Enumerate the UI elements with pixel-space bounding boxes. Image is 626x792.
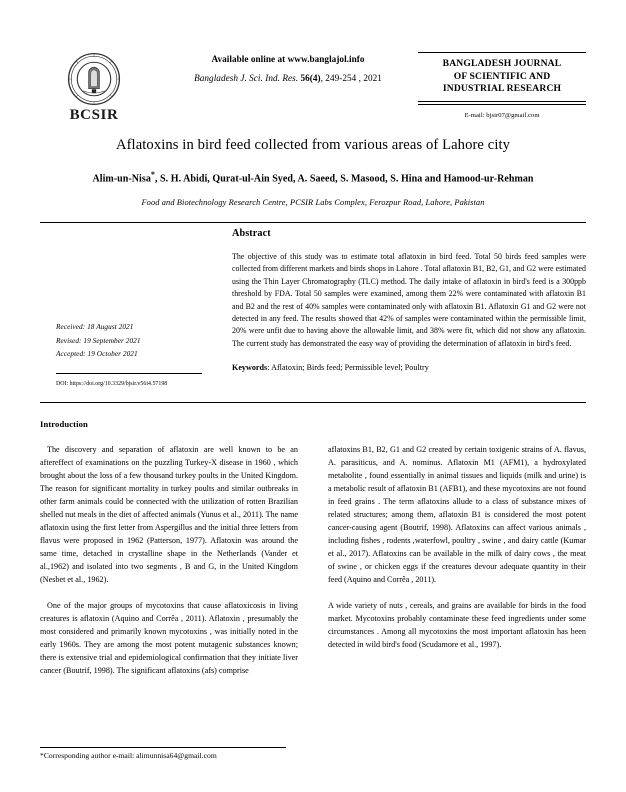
citation-pages: , 249-254 , 2021 xyxy=(320,73,382,83)
article-history xyxy=(56,320,218,387)
publisher-logo xyxy=(48,52,140,124)
abstract-text: The objective of this study was to estimate total aflatoxin in bird feed. Total 50 birds feed samples were collected from different markets and birds shops in Lahore . Total aflatoxin B1, B2, G1, and G2 were estimated using the Thin Layer Chromatography (TLC) method. The daily intake of aflatoxin in bird's feed is a 300ppb threshold by FDA. Total 50 samples were examined, among them 22% were contaminated with aflatoxin B1 and B2 and the rest of 40% samples were contaminated only with aflatoxin B1. Aflatoxin G1 and G2 were not detected in any feed. The results showed that 42% of samples were contaminated within the permissible limit, 20% were unfit due to having above the allowable limit, and 38% were fit, which did not show any aflatoxin. The current study has demonstrated the easy way of providing the determination of aflatoxin in bird's feed. xyxy=(232,252,586,348)
section-heading-introduction: Introduction xyxy=(40,419,88,429)
abstract-section xyxy=(40,228,586,400)
body-column-right xyxy=(328,443,586,663)
citation-line xyxy=(168,73,408,83)
bcsir-seal-icon xyxy=(67,52,121,106)
corresponding-author-note: *Corresponding author e-mail: alimunnisa64@gmail.com xyxy=(40,751,217,760)
doi-link[interactable]: DOI: https://doi.org/10.3329/bjsir.v56i4.57198 xyxy=(56,380,168,387)
author-list xyxy=(40,170,586,184)
revised-date: Revised: 19 September 2021 xyxy=(56,335,141,345)
paragraph: aflatoxins B1, B2, G1 and G2 created by certain toxigenic strains of A. flavus, A. parasiticus, and A. nominus. Aflatoxin M1 (AFM1), a hydroxylated metabolite , found essentially in animal tissues and liquids (milk and urine) is a metabolic result of aflatoxin B1 (AFB1), and these mycotoxins are not found in feed grains . The term aflatoxins allude to a class of substance mixes of related structures; among them, aflatoxin B1 is considered the most potent cancer-causing agent (Boutrif, 1998). Aflatoxins can affect various animals , including fishes , rodents ,waterfowl, poultry , swine , and dairy cattle (Kumar et al., 2017). Aflatoxins can be available in the milk of dairy cows , the meat of swine , or chicken eggs if the creatures devour adequate quantity in their feed (Aquino and Corrêa , 2011). xyxy=(328,445,586,585)
received-date: Received: 18 August 2021 xyxy=(56,322,134,331)
available-online-text: Available online at www.banglajol.info xyxy=(211,54,365,64)
journal-title-line-2: OF SCIENTIFIC AND xyxy=(453,70,551,82)
paragraph: One of the major groups of mycotoxins that cause aflatoxicosis in living creatures is aflatoxin (Aquino and Corrêa , 2011). Aflatoxin , presumably the most considered and primarily known mycotoxins , was initially noted in the early 1960s. They are among the most potent mutagenic substances known; there is extensive trial and epidemiological confirmation that they initiate liver cancer (Boutrif, 1998). The significant aflatoxins (afs) comprise xyxy=(40,600,298,675)
other-authors: , S. H. Abidi, Qurat-ul-Ain Syed, A. Saeed, S. Masood, S. Hina and Hamood-ur-Rehman xyxy=(154,173,534,185)
masthead xyxy=(40,52,586,134)
keywords-label: Keywords xyxy=(232,363,268,373)
nameplate-rule-bottom xyxy=(418,101,586,105)
corresponding-author-marker: * xyxy=(150,170,155,179)
journal-title-line-1: BANGLADESH JOURNAL xyxy=(442,58,562,69)
body-column-left xyxy=(40,443,298,689)
journal-nameplate xyxy=(418,52,586,119)
title-block xyxy=(40,136,586,207)
keywords xyxy=(232,363,586,372)
citation-journal: Bangladesh J. Sci. Ind. Res. xyxy=(194,73,299,83)
nameplate-rule-top xyxy=(418,52,586,53)
citation-volume: 56(4) xyxy=(300,73,321,83)
journal-email: E-mail: bjsir07@gmail.com xyxy=(464,111,540,119)
abstract-heading: Abstract xyxy=(232,228,271,239)
abstract-body-column xyxy=(232,228,586,372)
abstract-rule-top xyxy=(40,222,586,223)
keywords-values: : Aflatoxin; Birds feed; Permissible level; Poultry xyxy=(267,363,429,373)
journal-title-line-3: INDUSTRIAL RESEARCH xyxy=(442,83,562,95)
journal-title xyxy=(418,58,586,96)
affiliation: Food and Biotechnology Research Centre, PCSIR Labs Complex, Ferozpur Road, Lahore, Pakistan xyxy=(141,198,485,208)
abstract-rule-bottom xyxy=(40,402,586,403)
page-title: Aflatoxins in bird feed collected from various areas of Lahore city xyxy=(115,137,511,153)
first-author: Alim-un-Nisa xyxy=(92,173,151,185)
footnote-divider xyxy=(40,747,286,748)
history-divider xyxy=(56,373,202,374)
journal-availability xyxy=(168,54,408,83)
paragraph: A wide variety of nuts , cereals, and grains are available for birds in the food market. Mycotoxins probably contaminate these feed ingredients under some circumstances . Among all mycotoxins the most important aflatoxin has been detected in wild bird's food (Scudamore et al., 1997). xyxy=(328,600,586,649)
paragraph: The discovery and separation of aflatoxin are well known to be an aftereffect of examinations on the puzzling Turkey-X disease in 1960 , which brought about the loss of a few thousand turkey poults in the United Kingdom. The reason for significant mortality in turkey poults and similar outbreaks in other farm animals could be connected with the utilization of rotten Brazilian shelled nut meals in the diet of affected animals (Yunus et al., 2011). The name aflatoxin using the first letter from Aspergillus and the initial three letters from flavus were proposed in 1962 (Patterson, 1977). Aflatoxin was around the same time, detached in crystalline shape in the Netherlands (Vander et al.,1962) and isolated into two segments , B and G, in the United Kingdom (Nesbet et al., 1962). xyxy=(40,445,298,585)
accepted-date: Accepted: 19 October 2021 xyxy=(56,349,138,358)
publisher-logo-wordmark: BCSIR xyxy=(69,107,119,123)
